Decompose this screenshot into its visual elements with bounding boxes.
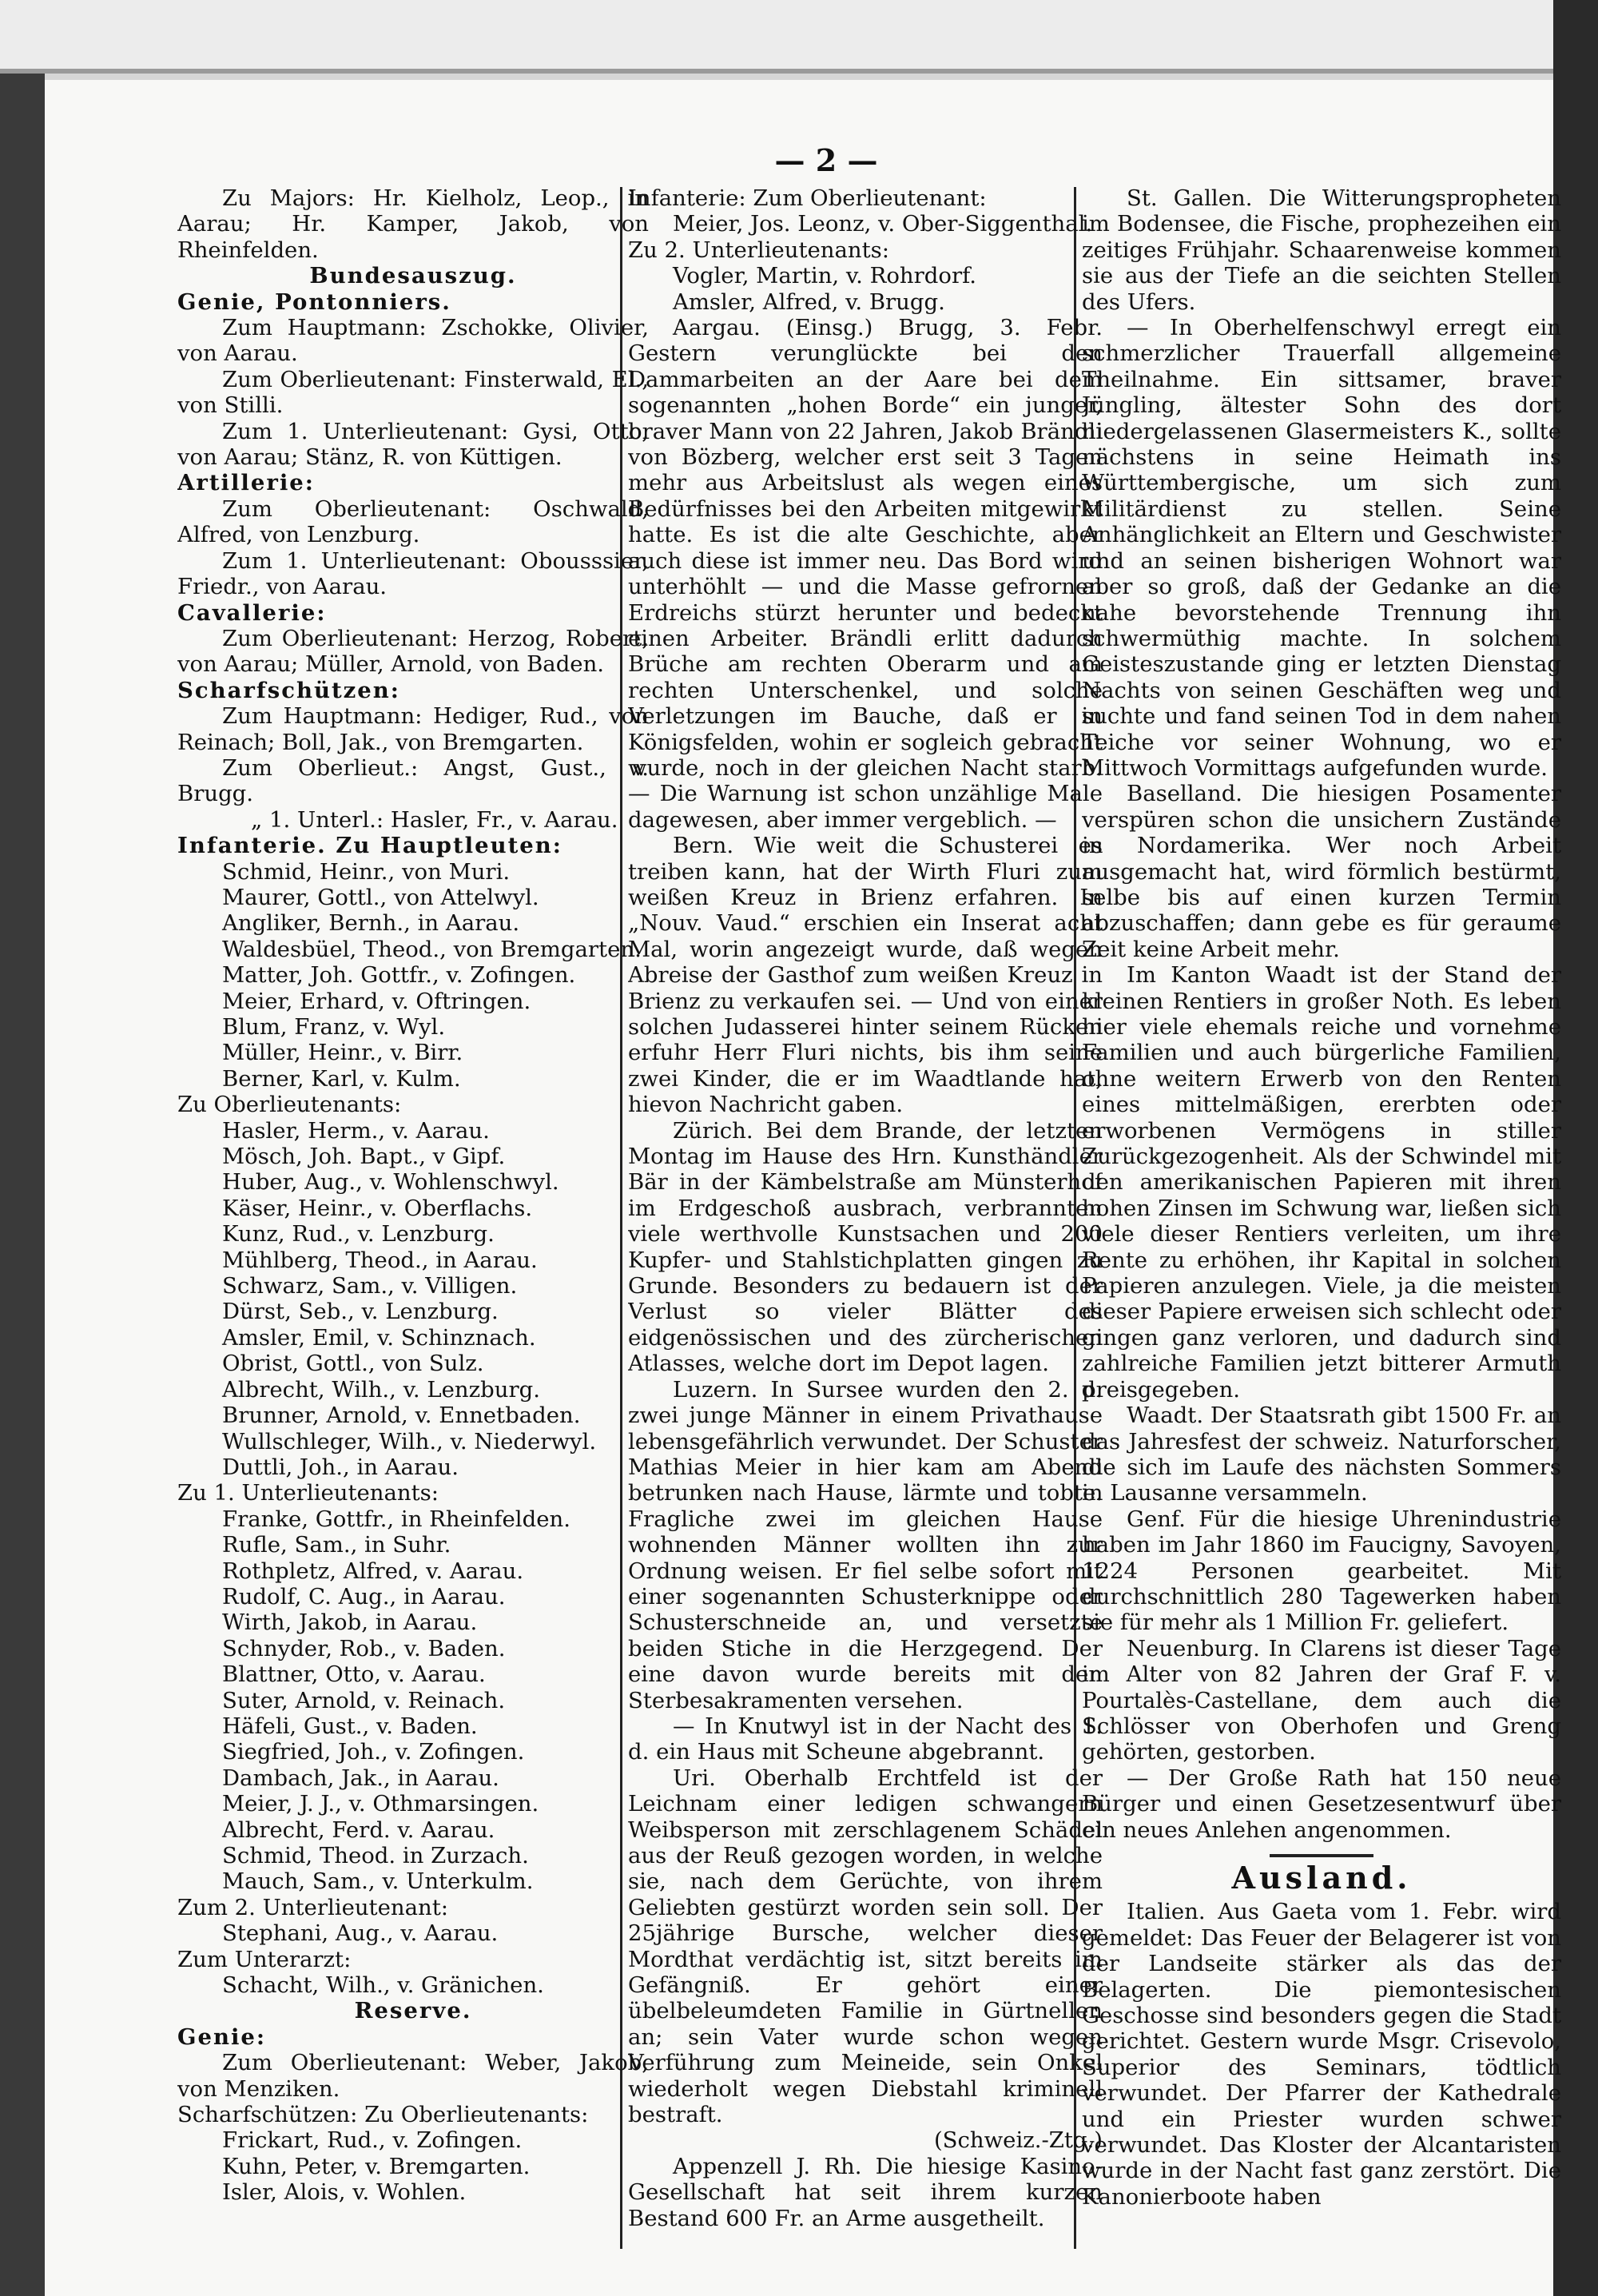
list-item: Häfeli, Gust., v. Baden. — [222, 1713, 478, 1739]
article-paragraph: St. Gallen. Die Witterungspropheten im Bodensee, die Fische, prophezeihen ein zeitiges Frühjahr. Schaarenweise kommen sie aus der Tiefe an die seichten Stellen des Ufers. — [1082, 185, 1561, 315]
column-2 — [628, 185, 1103, 2255]
column-3-body — [1082, 185, 1561, 1843]
list-item: Matter, Joh. Gottfr., v. Zofingen. — [222, 962, 576, 989]
list-item: Zum Unterarzt: — [177, 1946, 352, 1972]
list-item: Zu Oberlieutenants: — [177, 1092, 402, 1118]
list-item: Müller, Heinr., v. Birr. — [222, 1040, 463, 1066]
section-label: Infanterie. Zu Hauptleuten: — [177, 833, 562, 859]
list-item: Wirth, Jakob, in Aarau. — [222, 1610, 478, 1636]
section-label: Scharfschützen: — [177, 677, 400, 703]
book-binding-edge — [0, 74, 45, 2296]
list-item: Brunner, Arnold, v. Ennetbaden. — [222, 1403, 581, 1429]
article-paragraph: — In Knutwyl ist in der Nacht des 1. d. ein Haus mit Scheune abgebrannt. — [628, 1713, 1103, 1765]
column-3 — [1082, 185, 1561, 2255]
section-separator — [1270, 1854, 1373, 1857]
list-item: Meier, J. J., v. Othmarsingen. — [222, 1791, 539, 1817]
list-item: Suter, Arnold, v. Reinach. — [222, 1687, 506, 1713]
article-paragraph: Zum Oberlieut.: Angst, Gust., v. Brugg. — [177, 754, 649, 807]
article-paragraph: — Der Große Rath hat 150 neue Bürger und einen Gesetzesentwurf über ein neues Anlehen angenommen. — [1082, 1765, 1561, 1843]
section-label: Genie: — [177, 2023, 267, 2050]
list-item: Albrecht, Ferd. v. Aarau. — [222, 1817, 495, 1843]
list-item: Schwarz, Sam., v. Villigen. — [222, 1273, 518, 1299]
list-item: Franke, Gottfr., in Rheinfelden. — [222, 1506, 570, 1532]
list-item: Siegfried, Joh., v. Zofingen. — [222, 1739, 525, 1765]
list-item: Mühlberg, Theod., in Aarau. — [222, 1247, 538, 1273]
article-paragraph: Im Kanton Waadt ist der Stand der kleinen Rentiers in großer Noth. Es leben hier viele ehemals reiche und vornehme Familien und auch bürgerliche Familien, ohne weitern Erwerb von den Renten eines mittelmäßigen, ererbten oder erworbenen Vermögens in stiller Zurückgezogenheit. Als der Schwindel mit den amerikanischen Papieren mit ihren hohen Zinsen im Schwung war, ließen sich viele dieser Rentiers verleiten, um ihre Rente zu erhöhen, ihr Kapital in solchen Papieren anzulegen. Viele, ja die meisten dieser Papiere erweisen sich schlecht oder gingen ganz verloren, und dadurch sind zahlreiche Familien jetzt bitterer Armuth preisgegeben. — [1082, 962, 1561, 1403]
article-paragraph: Zum 1. Unterlieutenant: Obousssier, Friedr., von Aarau. — [177, 547, 649, 600]
article-paragraph: Genf. Für die hiesige Uhrenindustrie haben im Jahr 1860 im Faucigny, Savoyen, 1224 Personen gearbeitet. Mit durchschnittlich 280 Tagewerken haben sie für mehr als 1 Million Fr. geliefert. — [1082, 1506, 1561, 1636]
list-item: Kuhn, Peter, v. Bremgarten. — [222, 2153, 531, 2179]
list-item: Rothpletz, Alfred, v. Aarau. — [222, 1558, 524, 1584]
scan-top-edge — [0, 0, 1598, 74]
list-item: Hasler, Herm., v. Aarau. — [222, 1117, 490, 1144]
ausland-heading: Ausland. — [1231, 1860, 1412, 1896]
list-item: Scharfschützen: Zu Oberlieutenants: — [177, 2102, 589, 2128]
list-item: Isler, Alois, v. Wohlen. — [222, 2179, 467, 2206]
list-item: Rudolf, C. Aug., in Aarau. — [222, 1583, 506, 1610]
list-item: Käser, Heinr., v. Oberflachs. — [222, 1195, 533, 1221]
section-heading: Bundesauszug. — [309, 263, 517, 289]
article-paragraph: Luzern. In Sursee wurden den 2. d. zwei junge Männer in einem Privathause lebensgefährlich verwundet. Der Schuster Mathias Meier in hier kam am Abend betrunken nach Hause, lärmte und tobte. Fragliche zwei im gleichen Hause wohnenden Männer wollten ihn zur Ordnung weisen. Er fiel selbe sofort mit einer sogenannten Schusterknippe oder Schusterschneide an, und versetzte beiden Stiche in die Herzgegend. Der eine davon wurde bereits mit den Sterbesakramenten versehen. — [628, 1376, 1103, 1713]
article-paragraph: Bern. Wie weit die Schusterei es treiben kann, hat der Wirth Fluri zum weißen Kreuz in Brienz erfahren. In „Nouv. Vaud.“ erschien ein Inserat acht Mal, worin angezeigt wurde, daß wegen Abreise der Gasthof zum weißen Kreuz in Brienz zu verkaufen sei. — Und von einer solchen Judasserei hinter seinem Rücken erfuhr Herr Fluri nichts, bis ihm seine zwei Kinder, die er im Waadtlande hat, hievon Nachricht gaben. — [628, 833, 1103, 1118]
source-note: (Schweiz.-Ztg.) — [933, 2127, 1103, 2154]
article-paragraph: Zürich. Bei dem Brande, der letzten Montag im Hause des Hrn. Kunsthändler Bär in der Kämbelstraße am Münsterhof im Erdgeschoß ausbrach, verbrannten viele werthvolle Kunstsachen und 200 Kupfer- und Stahlstichplatten gingen zu Grunde. Besonders zu bedauern ist der Verlust so vieler Blätter des eidgenössischen und des zürcherischen Atlasses, welche dort im Depot lagen. — [628, 1117, 1103, 1377]
list-item: Schmid, Theod. in Zurzach. — [222, 1843, 529, 1868]
list-item: Albrecht, Wilh., v. Lenzburg. — [222, 1376, 540, 1403]
list-item: Mauch, Sam., v. Unterkulm. — [222, 1868, 534, 1895]
article-paragraph: Baselland. Die hiesigen Posamenter verspüren schon die unsichern Zustände in Nordamerika. Wer noch Arbeit ausgemacht hat, wird förmlich bestürmt, selbe bis auf einen kurzen Termin abzuschaffen; dann gebe es für geraume Zeit keine Arbeit mehr. — [1082, 781, 1561, 962]
list-item: Zu 1. Unterlieutenants: — [177, 1480, 439, 1506]
page-number: — 2 — — [774, 142, 878, 178]
article-paragraph: Zum Oberlieutenant: Oschwald, Alfred, von Lenzburg. — [177, 495, 649, 548]
list-item: Vogler, Martin, v. Rohrdorf. — [673, 263, 977, 289]
article-paragraph: Zum Hauptmann: Hediger, Rud., von Reinach; Boll, Jak., von Bremgarten. — [177, 703, 649, 755]
list-item: Amsler, Emil, v. Schinznach. — [222, 1324, 536, 1351]
article-paragraph: Waadt. Der Staatsrath gibt 1500 Fr. an das Jahresfest der schweiz. Naturforscher, die sich im Laufe des nächsten Sommers in Lausanne versammeln. — [1082, 1403, 1561, 1506]
list-item: Schmid, Heinr., von Muri. — [222, 858, 511, 885]
list-item: Stephani, Aug., v. Aarau. — [222, 1920, 499, 1947]
list-item: Wullschleger, Wilh., v. Niederwyl. — [222, 1428, 597, 1454]
list-item: Zu 2. Unterlieutenants: — [628, 237, 890, 263]
list-item: Infanterie: Zum Oberlieutenant: — [628, 185, 987, 211]
list-item: Amsler, Alfred, v. Brugg. — [673, 288, 945, 315]
list-item: Huber, Aug., v. Wohlenschwyl. — [222, 1169, 559, 1196]
list-item: Schnyder, Rob., v. Baden. — [222, 1635, 506, 1661]
list-item: Dambach, Jak., in Aarau. — [222, 1765, 499, 1791]
section-label: Artillerie: — [177, 470, 315, 496]
list-item: Blattner, Otto, v. Aarau. — [222, 1661, 486, 1688]
list-item: Berner, Karl, v. Kulm. — [222, 1065, 461, 1092]
article-paragraph: Zum 1. Unterlieutenant: Gysi, Otto, von Aarau; Stänz, R. von Küttigen. — [177, 418, 649, 471]
article-paragraph: Zu Majors: Hr. Kielholz, Leop., in Aarau; Hr. Kamper, Jakob, von Rheinfelden. — [177, 185, 649, 263]
list-item: Zum 2. Unterlieutenant: — [177, 1894, 449, 1920]
list-item: Kunz, Rud., v. Lenzburg. — [222, 1221, 495, 1247]
list-item: Waldesbüel, Theod., von Bremgarten. — [222, 936, 642, 962]
newspaper-page — [45, 80, 1561, 2296]
article-paragraph: Zum Oberlieutenant: Herzog, Robert, von Aarau; Müller, Arnold, von Baden. — [177, 625, 649, 678]
list-item: Meier, Jos. Leonz, v. Ober-Siggenthal. — [673, 211, 1093, 237]
list-item: Meier, Erhard, v. Oftringen. — [222, 988, 531, 1014]
list-item: Duttli, Joh., in Aarau. — [222, 1454, 459, 1480]
article-paragraph: Zum Oberlieutenant: Weber, Jakob, von Menziken. — [177, 2050, 649, 2102]
list-item: „ 1. Unterl.: Hasler, Fr., v. Aarau. — [251, 806, 618, 833]
list-item: Frickart, Rud., v. Zofingen. — [222, 2127, 523, 2154]
column-1 — [177, 185, 649, 2255]
ausland-article: Italien. Aus Gaeta vom 1. Febr. wird gemeldet: Das Feuer der Belagerer ist von der Landseite stärker als das der Belagerten. Die piemontesischen Geschosse sind besonders gegen die Stadt gerichtet. Gestern wurde Msgr. Crisevolo, Superior des Seminars, tödtlich verwundet. Der Pfarrer der Kathedrale und ein Priester wurden schwer verwundet. Das Kloster der Alcantaristen wurde in der Nacht fast ganz zerstört. Die Kanonierboote haben — [1082, 1899, 1561, 2210]
article-paragraph: Zum Hauptmann: Zschokke, Olivier, von Aarau. — [177, 315, 649, 367]
page-header — [45, 142, 1553, 182]
article-paragraph: Aargau. (Einsg.) Brugg, 3. Febr. Gestern verunglückte bei den Dammarbeiten an der Aare bei dem sogenannten „hohen Borde“ ein junger, braver Mann von 22 Jahren, Jakob Brändli von Bözberg, welcher erst seit 3 Tagen mehr aus Arbeitslust als wegen eines Bedürfnisses bei den Arbeiten mitgewirkt hatte. Es ist die alte Geschichte, aber auch diese ist immer neu. Das Bord wird unterhöhlt — und die Masse gefrornen Erdreichs stürzt herunter und bedeckt einen Arbeiter. Brändli erlitt dadurch Brüche am rechten Oberarm und am rechten Unterschenkel, und solche Verletzungen im Bauche, daß er in Königsfelden, wohin er sogleich gebracht wurde, noch in der gleichen Nacht starb. — Die Warnung ist schon unzählige Male dagewesen, aber immer vergeblich. — — [628, 315, 1103, 833]
article-paragraph: Uri. Oberhalb Erchtfeld ist der Leichnam einer ledigen schwangern Weibsperson mit zerschlagenem Schädel aus der Reuß gezogen worden, in welche sie, nach dem Gerüchte, von ihrem Geliebten gestürzt worden sein soll. Der 25jährige Bursche, welcher dieser Mordthat verdächtig ist, sitzt bereits im Gefängniß. Er gehört einer übelbeleumdeten Familie in Gürtnellen an; sein Vater wurde schon wegen Verführung zum Meineide, sein Onkel wiederholt wegen Diebstahl kriminell bestraft. — [628, 1765, 1103, 2128]
list-item: Angliker, Bernh., in Aarau. — [222, 910, 520, 937]
list-item: Schacht, Wilh., v. Gränichen. — [222, 1972, 544, 1999]
list-item: Dürst, Seb., v. Lenzburg. — [222, 1299, 499, 1325]
section-label: Genie, Pontonniers. — [177, 288, 451, 315]
article-paragraph: Neuenburg. In Clarens ist dieser Tage im Alter von 82 Jahren der Graf F. v. Pourtalès-Castellane, dem auch die Schlösser von Oberhofen und Greng gehörten, gestorben. — [1082, 1635, 1561, 1765]
article-paragraph: — In Oberhelfenschwyl erregt ein schmerzlicher Trauerfall allgemeine Theilnahme. Ein sittsamer, braver Jüngling, ältester Sohn des dort niedergelassenen Glasermeisters K., sollte nächstens in seine Heimath ins Württembergische, um sich zum Militärdienst zu stellen. Seine Anhänglichkeit an Eltern und Geschwister und an seinen bisherigen Wohnort war aber so groß, daß der Gedanke an die nahe bevorstehende Trennung ihn schwermüthig machte. In solchem Geisteszustande ging er letzten Dienstag Nachts von seinen Geschäften weg und suchte und fand seinen Tod in dem nahen Teiche vor seiner Wohnung, wo er Mittwoch Vormittags aufgefunden wurde. — [1082, 315, 1561, 781]
list-item: Obrist, Gottl., von Sulz. — [222, 1351, 484, 1377]
article-paragraph: Zum Oberlieutenant: Finsterwald, El., von Stilli. — [177, 366, 649, 419]
article-paragraph: Appenzell J. Rh. Die hiesige Kasino-Gesellschaft hat seit ihrem kurzen Bestand 600 Fr. an Arme ausgetheilt. — [628, 2153, 1103, 2231]
section-heading: Reserve. — [354, 1998, 472, 2024]
section-label: Cavallerie: — [177, 599, 327, 626]
list-item: Rufle, Sam., in Suhr. — [222, 1532, 451, 1558]
list-item: Mösch, Joh. Bapt., v Gipf. — [222, 1144, 506, 1170]
list-item: Blum, Franz, v. Wyl. — [222, 1014, 446, 1040]
list-item: Maurer, Gottl., von Attelwyl. — [222, 884, 539, 910]
